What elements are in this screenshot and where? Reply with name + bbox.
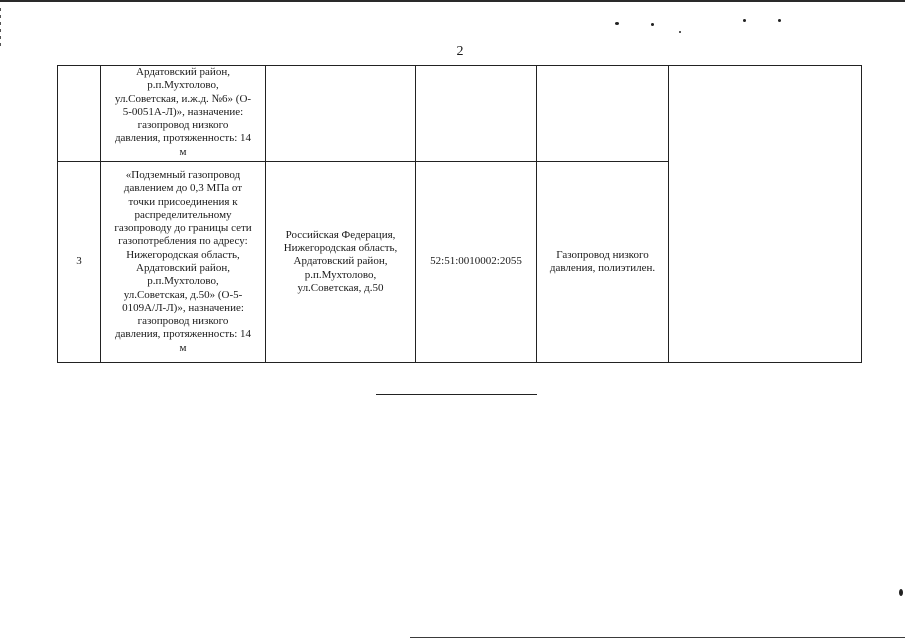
object-address-cell: [266, 162, 416, 363]
table-row: [58, 66, 862, 162]
object-description-cell: [537, 162, 669, 363]
row-number-cell: [58, 66, 101, 162]
object-address: Российская Федерация, Нижегородская область, Ардатовский район, р.п.Мухтолово, ул.Советская, д.50: [283, 228, 398, 294]
object-name: «Подземный газопровод давлением до 0,3 МПа от точки присоединения к распределительному газопроводу до границы сети газопотребления по адресу: Нижегородская область, Ардатовский район, р.п.Мухтолово, ул.Советская, д.50» (О-5- 0109А/Л-Л)», назначение: газопровод низкого давления, протяженность: 14 м: [114, 168, 252, 354]
scan-speck: [899, 589, 903, 596]
scan-speck: [679, 31, 681, 33]
object-description: Газопровод низкого давления, полиэтилен.: [549, 248, 656, 274]
scan-edge-top: [0, 0, 905, 2]
cadastral-number: 52:51:0010002:2055: [430, 255, 522, 268]
scan-edge-left: [0, 8, 1, 48]
scan-speck: [778, 19, 781, 22]
cadastral-number-cell: [416, 162, 537, 363]
note-cell: [669, 66, 862, 363]
object-address-cell: [266, 66, 416, 162]
scan-speck: [651, 23, 654, 26]
object-name-cell: [101, 66, 266, 162]
scan-edge-bottom: [410, 637, 905, 638]
object-name-cell: [101, 162, 266, 363]
object-name: Ардатовский район, р.п.Мухтолово, ул.Советская, и.ж.д. №6» (О- 5-0051А-Л)», назначение: газопровод низкого давления, протяженность: 14 м: [114, 66, 252, 158]
end-of-document-rule: [376, 394, 537, 395]
scan-speck: [743, 19, 746, 22]
page-number: 2: [456, 44, 464, 59]
cadastral-number-cell: [416, 66, 537, 162]
row-number: 3: [76, 255, 82, 268]
row-number-cell: [58, 162, 101, 363]
objects-table: [57, 65, 862, 363]
scan-speck: [615, 22, 619, 25]
object-description-cell: [537, 66, 669, 162]
